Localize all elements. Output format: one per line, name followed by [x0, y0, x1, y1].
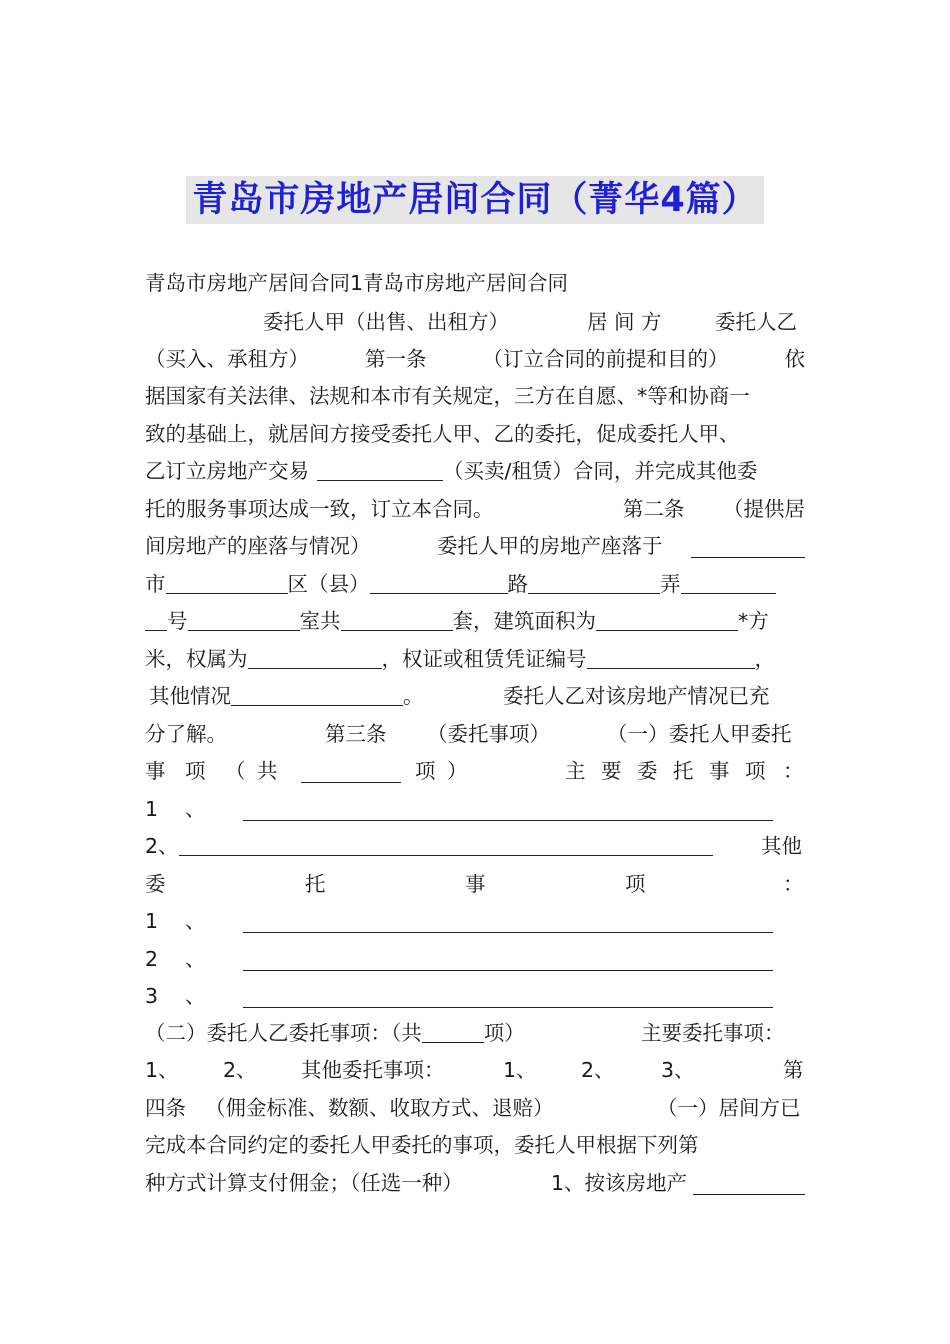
l14-c7: 要	[601, 759, 622, 783]
blank-method-1[interactable]	[693, 1172, 805, 1195]
line-5-text: 致的基础上，就居间方接受委托人甲、乙的委托，促成委托人甲、	[145, 422, 740, 446]
l22-c0: 1、	[145, 1058, 179, 1082]
l22-c5: 3、	[661, 1058, 695, 1082]
area-unit: *方	[738, 609, 769, 633]
number-label: 号	[167, 609, 188, 633]
party-b-main-items: 主要委托事项：	[641, 1021, 785, 1045]
line-3-end: 依	[784, 347, 805, 371]
article-2: 第二条	[623, 497, 685, 521]
l14-c0: 事	[145, 759, 166, 783]
blank-location[interactable]	[691, 535, 805, 558]
blank-party-b-count[interactable]	[422, 1020, 484, 1043]
party-b-delegation-end: 项）	[483, 1021, 525, 1045]
line-7-start: 托的服务事项达成一致，订立本合同。	[145, 497, 494, 521]
line-24	[145, 1127, 805, 1164]
line-22	[145, 1052, 805, 1089]
blank-city[interactable]	[166, 571, 288, 594]
district-label: 区（县）	[287, 572, 370, 596]
other-item-1-number: 1	[145, 909, 159, 933]
other-item-2-number: 2	[145, 947, 159, 971]
blank-transaction-type[interactable]	[317, 458, 443, 481]
party-b-role: （买入、承租方）	[145, 347, 309, 371]
area-label: 套，建筑面积为	[452, 609, 596, 633]
blank-other-item-1[interactable]	[243, 910, 773, 933]
line-3	[145, 341, 805, 378]
l14-c12: ：	[783, 759, 804, 783]
line-6	[145, 453, 805, 490]
line-9	[145, 566, 805, 603]
article-1-heading: （订立合同的前提和目的）	[482, 347, 729, 371]
l17-c4: ：	[783, 872, 804, 896]
other-item-3-number: 3	[145, 984, 159, 1008]
party-b-label: 委托人乙	[715, 310, 797, 334]
blank-road[interactable]	[528, 571, 660, 594]
l22-c6: 第	[783, 1058, 804, 1082]
article-4: 四条	[145, 1096, 186, 1120]
line-21	[145, 1015, 805, 1052]
other-item-2-sep: 、	[185, 947, 206, 971]
l14-c8: 委	[637, 759, 658, 783]
line-19	[145, 941, 805, 978]
party-a-label: 委托人甲（出售、出租方）	[263, 310, 509, 334]
line-13	[145, 716, 805, 753]
party-b-delegation-label: （二）委托人乙委托事项：（共	[145, 1021, 422, 1045]
article-2-heading-end: 间房地产的座落与情况）	[145, 534, 371, 558]
blank-other-item-2[interactable]	[243, 948, 773, 971]
line-18	[145, 903, 805, 940]
line-17	[145, 866, 805, 903]
blank-ownership[interactable]	[248, 646, 382, 669]
blank-district[interactable]	[370, 571, 508, 594]
l14-c10: 事	[709, 759, 730, 783]
party-a-delegation-label: （一）委托人甲委托	[607, 722, 792, 746]
other-item-1-sep: 、	[185, 909, 206, 933]
line-10	[145, 603, 805, 640]
blank-other-info[interactable]	[231, 683, 403, 706]
blank-certificate[interactable]	[587, 646, 755, 669]
line-2	[145, 304, 805, 341]
certificate-label: ，权证或租赁凭证编号	[381, 647, 587, 671]
l22-c4: 2、	[581, 1058, 615, 1082]
line-24-text: 完成本合同约定的委托人甲委托的事项，委托人甲根据下列第	[145, 1133, 699, 1157]
l22-c3: 1、	[503, 1058, 537, 1082]
article-3: 第三条	[325, 722, 387, 746]
line-1-text: 青岛市房地产居间合同1青岛市房地产居间合同	[145, 271, 569, 295]
city-label: 市	[145, 572, 166, 596]
l22-c1: 2、	[223, 1058, 257, 1082]
line-23	[145, 1090, 805, 1127]
line-8	[145, 528, 805, 565]
document-title: 青岛市房地产居间合同（菁华4篇）	[186, 176, 763, 224]
line-6-start: 乙订立房地产交易	[145, 459, 309, 483]
l14-c9: 托	[673, 759, 694, 783]
blank-lane[interactable]	[681, 571, 776, 594]
other-label: 其他	[761, 834, 802, 858]
line-12-period: 。	[403, 684, 424, 708]
l14-c4: 项	[415, 759, 436, 783]
ownership-label: 米，权属为	[145, 647, 248, 671]
line-7	[145, 491, 805, 528]
other-item-3-sep: 、	[185, 984, 206, 1008]
item-1-sep: 、	[185, 797, 206, 821]
blank-number[interactable]	[188, 608, 300, 631]
l14-c5: ）	[447, 759, 468, 783]
l14-c6: 主	[565, 759, 586, 783]
property-location-label: 委托人甲的房地产座落于	[437, 534, 663, 558]
line-6-end: （买卖/租赁）合同，并完成其他委	[443, 459, 758, 483]
blank-other-item-3[interactable]	[243, 985, 773, 1008]
item-1-number: 1	[145, 797, 159, 821]
lane-label: 弄	[660, 572, 681, 596]
blank-party-a-item-2[interactable]	[179, 833, 713, 856]
article-4-heading: （佣金标准、数额、收取方式、退赔）	[205, 1096, 554, 1120]
intermediary-label: 居 间 方	[587, 310, 662, 334]
line-1	[145, 265, 805, 302]
method-1-label: 1、按该房地产	[551, 1171, 688, 1195]
line-11	[145, 641, 805, 678]
blank-party-a-count[interactable]	[301, 760, 401, 783]
l17-c0: 委	[145, 872, 166, 896]
line-13-start: 分了解。	[145, 722, 227, 746]
line-15	[145, 791, 805, 828]
line-5	[145, 416, 805, 453]
road-label: 路	[507, 572, 528, 596]
l14-c3: 共	[257, 759, 278, 783]
l14-c11: 项	[745, 759, 766, 783]
room-label: 室共	[299, 609, 341, 633]
l14-c2: （	[225, 759, 246, 783]
line-11-comma: ，	[754, 647, 775, 671]
blank-room-count[interactable]	[341, 608, 453, 631]
line-16	[145, 828, 805, 865]
blank-area[interactable]	[596, 608, 738, 631]
article-3-heading: （委托事项）	[427, 722, 550, 746]
title-wrap	[0, 176, 950, 224]
line-20	[145, 978, 805, 1015]
article-2-heading-start: （提供居	[723, 497, 805, 521]
line-4-text: 据国家有关法律、法规和本市有关规定，三方在自愿、*等和协商一	[145, 384, 750, 408]
line-25	[145, 1165, 805, 1202]
l14-c1: 项	[185, 759, 206, 783]
l17-c1: 托	[305, 872, 326, 896]
article-1: 第一条	[365, 347, 427, 371]
line-14	[145, 753, 805, 790]
l17-c2: 事	[465, 872, 486, 896]
commission-method-label: 种方式计算支付佣金；（任选一种）	[145, 1171, 463, 1195]
item-2-label: 2、	[145, 834, 179, 858]
line-12	[145, 678, 805, 715]
blank-lane-cont[interactable]	[145, 608, 167, 631]
party-b-acknowledge: 委托人乙对该房地产情况已充	[503, 684, 770, 708]
l17-c3: 项	[625, 872, 646, 896]
line-4	[145, 378, 805, 415]
other-info-label: 其他情况	[149, 684, 231, 708]
article-4-clause-1: （一）居间方已	[657, 1096, 801, 1120]
blank-party-a-item-1[interactable]	[243, 798, 773, 821]
l22-c2: 其他委托事项：	[301, 1058, 445, 1082]
